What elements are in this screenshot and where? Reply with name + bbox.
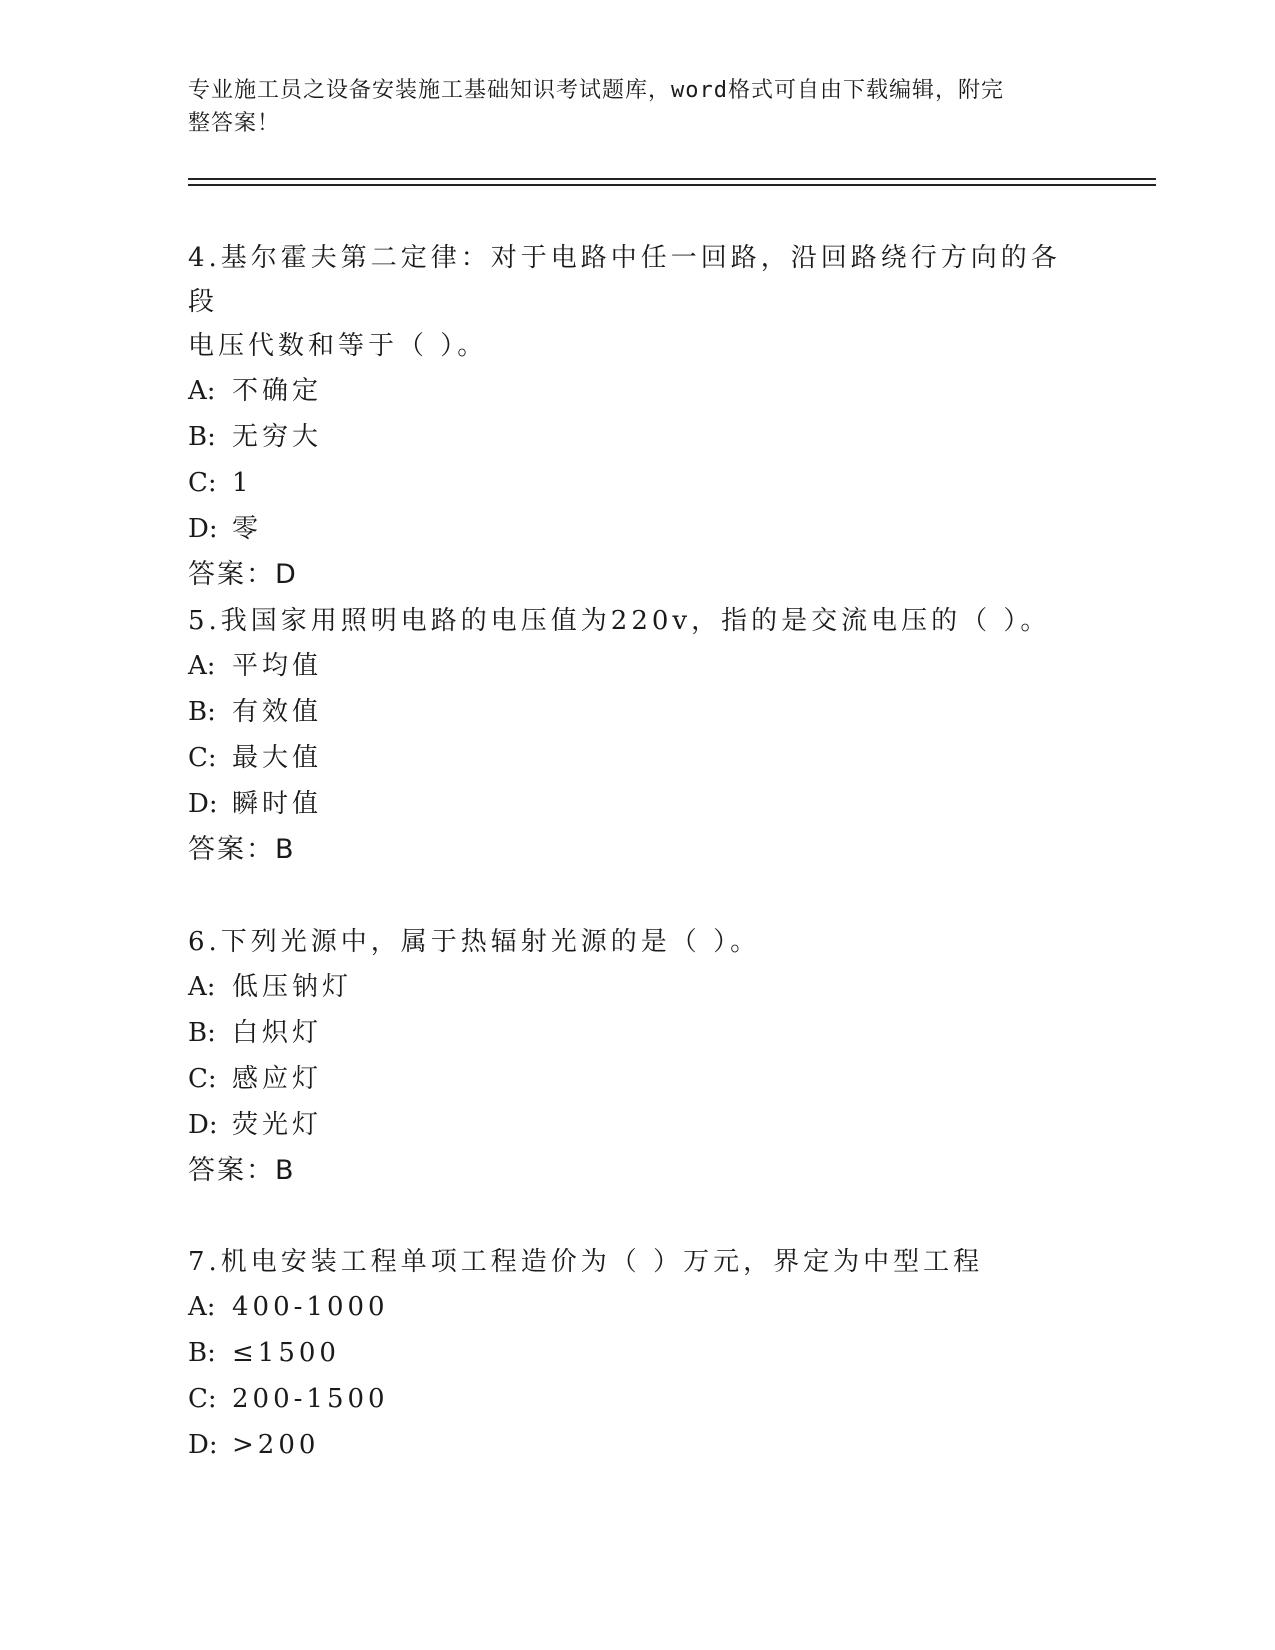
option-letter: C: bbox=[188, 468, 217, 498]
option-text: 低压钠灯 bbox=[232, 972, 353, 1002]
option-c bbox=[188, 1056, 1088, 1102]
question-6 bbox=[188, 920, 1088, 1194]
option-letter: A: bbox=[188, 1292, 216, 1322]
option-text: >200 bbox=[232, 1430, 320, 1460]
option-text: 400-1000 bbox=[232, 1292, 389, 1322]
option-d bbox=[188, 1102, 1088, 1148]
question-stem-line: 7.机电安装工程单项工程造价为（ ）万元，界定为中型工程 bbox=[188, 1247, 984, 1277]
option-letter: D: bbox=[188, 1430, 218, 1460]
option-text: 零 bbox=[232, 514, 263, 544]
option-letter: B: bbox=[188, 697, 216, 727]
option-letter: B: bbox=[188, 1338, 216, 1368]
option-letter: D: bbox=[188, 789, 218, 819]
option-text: 有效值 bbox=[232, 697, 323, 727]
option-a bbox=[188, 1284, 1088, 1330]
option-d bbox=[188, 781, 1088, 827]
option-letter: D: bbox=[188, 1110, 218, 1140]
option-c bbox=[188, 1376, 1088, 1422]
answer-line: 答案：B bbox=[188, 1155, 296, 1186]
option-b bbox=[188, 414, 1088, 460]
question-4 bbox=[188, 236, 1088, 598]
option-a bbox=[188, 643, 1088, 689]
option-text: ≤1500 bbox=[232, 1338, 340, 1368]
option-text: 瞬时值 bbox=[232, 789, 323, 819]
option-text: 1 bbox=[232, 468, 253, 498]
option-letter: A: bbox=[188, 972, 216, 1002]
option-letter: C: bbox=[188, 1064, 217, 1094]
option-text: 感应灯 bbox=[232, 1064, 323, 1094]
option-d bbox=[188, 506, 1088, 552]
question-5 bbox=[188, 599, 1088, 873]
question-stem-line: 6.下列光源中，属于热辐射光源的是（ ）。 bbox=[188, 927, 761, 957]
option-letter: D: bbox=[188, 514, 218, 544]
option-text: 不确定 bbox=[232, 376, 323, 406]
option-b bbox=[188, 689, 1088, 735]
option-text: 平均值 bbox=[232, 651, 323, 681]
answer-line: 答案：D bbox=[188, 559, 298, 590]
option-b bbox=[188, 1330, 1088, 1376]
option-a bbox=[188, 368, 1088, 414]
question-7 bbox=[188, 1240, 1088, 1468]
option-c bbox=[188, 735, 1088, 781]
option-letter: A: bbox=[188, 651, 216, 681]
option-letter: C: bbox=[188, 743, 217, 773]
header-line-1: 专业施工员之设备安装施工基础知识考试题库，word格式可自由下载编辑，附完 bbox=[188, 78, 1004, 103]
document-header bbox=[188, 74, 1078, 140]
header-divider-bottom bbox=[188, 184, 1156, 186]
option-a bbox=[188, 964, 1088, 1010]
option-text: 最大值 bbox=[232, 743, 323, 773]
option-letter: C: bbox=[188, 1384, 217, 1414]
option-letter: B: bbox=[188, 422, 216, 452]
option-d bbox=[188, 1422, 1088, 1468]
option-b bbox=[188, 1010, 1088, 1056]
option-text: 荧光灯 bbox=[232, 1110, 323, 1140]
question-stem-line: 5.我国家用照明电路的电压值为220v，指的是交流电压的（ ）。 bbox=[188, 606, 1051, 636]
question-stem-line: 4.基尔霍夫第二定律：对于电路中任一回路，沿回路绕行方向的各段 bbox=[188, 243, 1061, 317]
option-letter: B: bbox=[188, 1018, 216, 1048]
option-text: 200-1500 bbox=[232, 1384, 389, 1414]
header-divider-top bbox=[188, 178, 1156, 180]
header-line-2: 整答案！ bbox=[188, 111, 281, 136]
question-stem-line: 电压代数和等于（ ）。 bbox=[188, 331, 488, 361]
answer-line: 答案：B bbox=[188, 834, 296, 865]
option-text: 无穷大 bbox=[232, 422, 323, 452]
option-text: 白炽灯 bbox=[232, 1018, 323, 1048]
option-letter: A: bbox=[188, 376, 216, 406]
option-c bbox=[188, 460, 1088, 506]
